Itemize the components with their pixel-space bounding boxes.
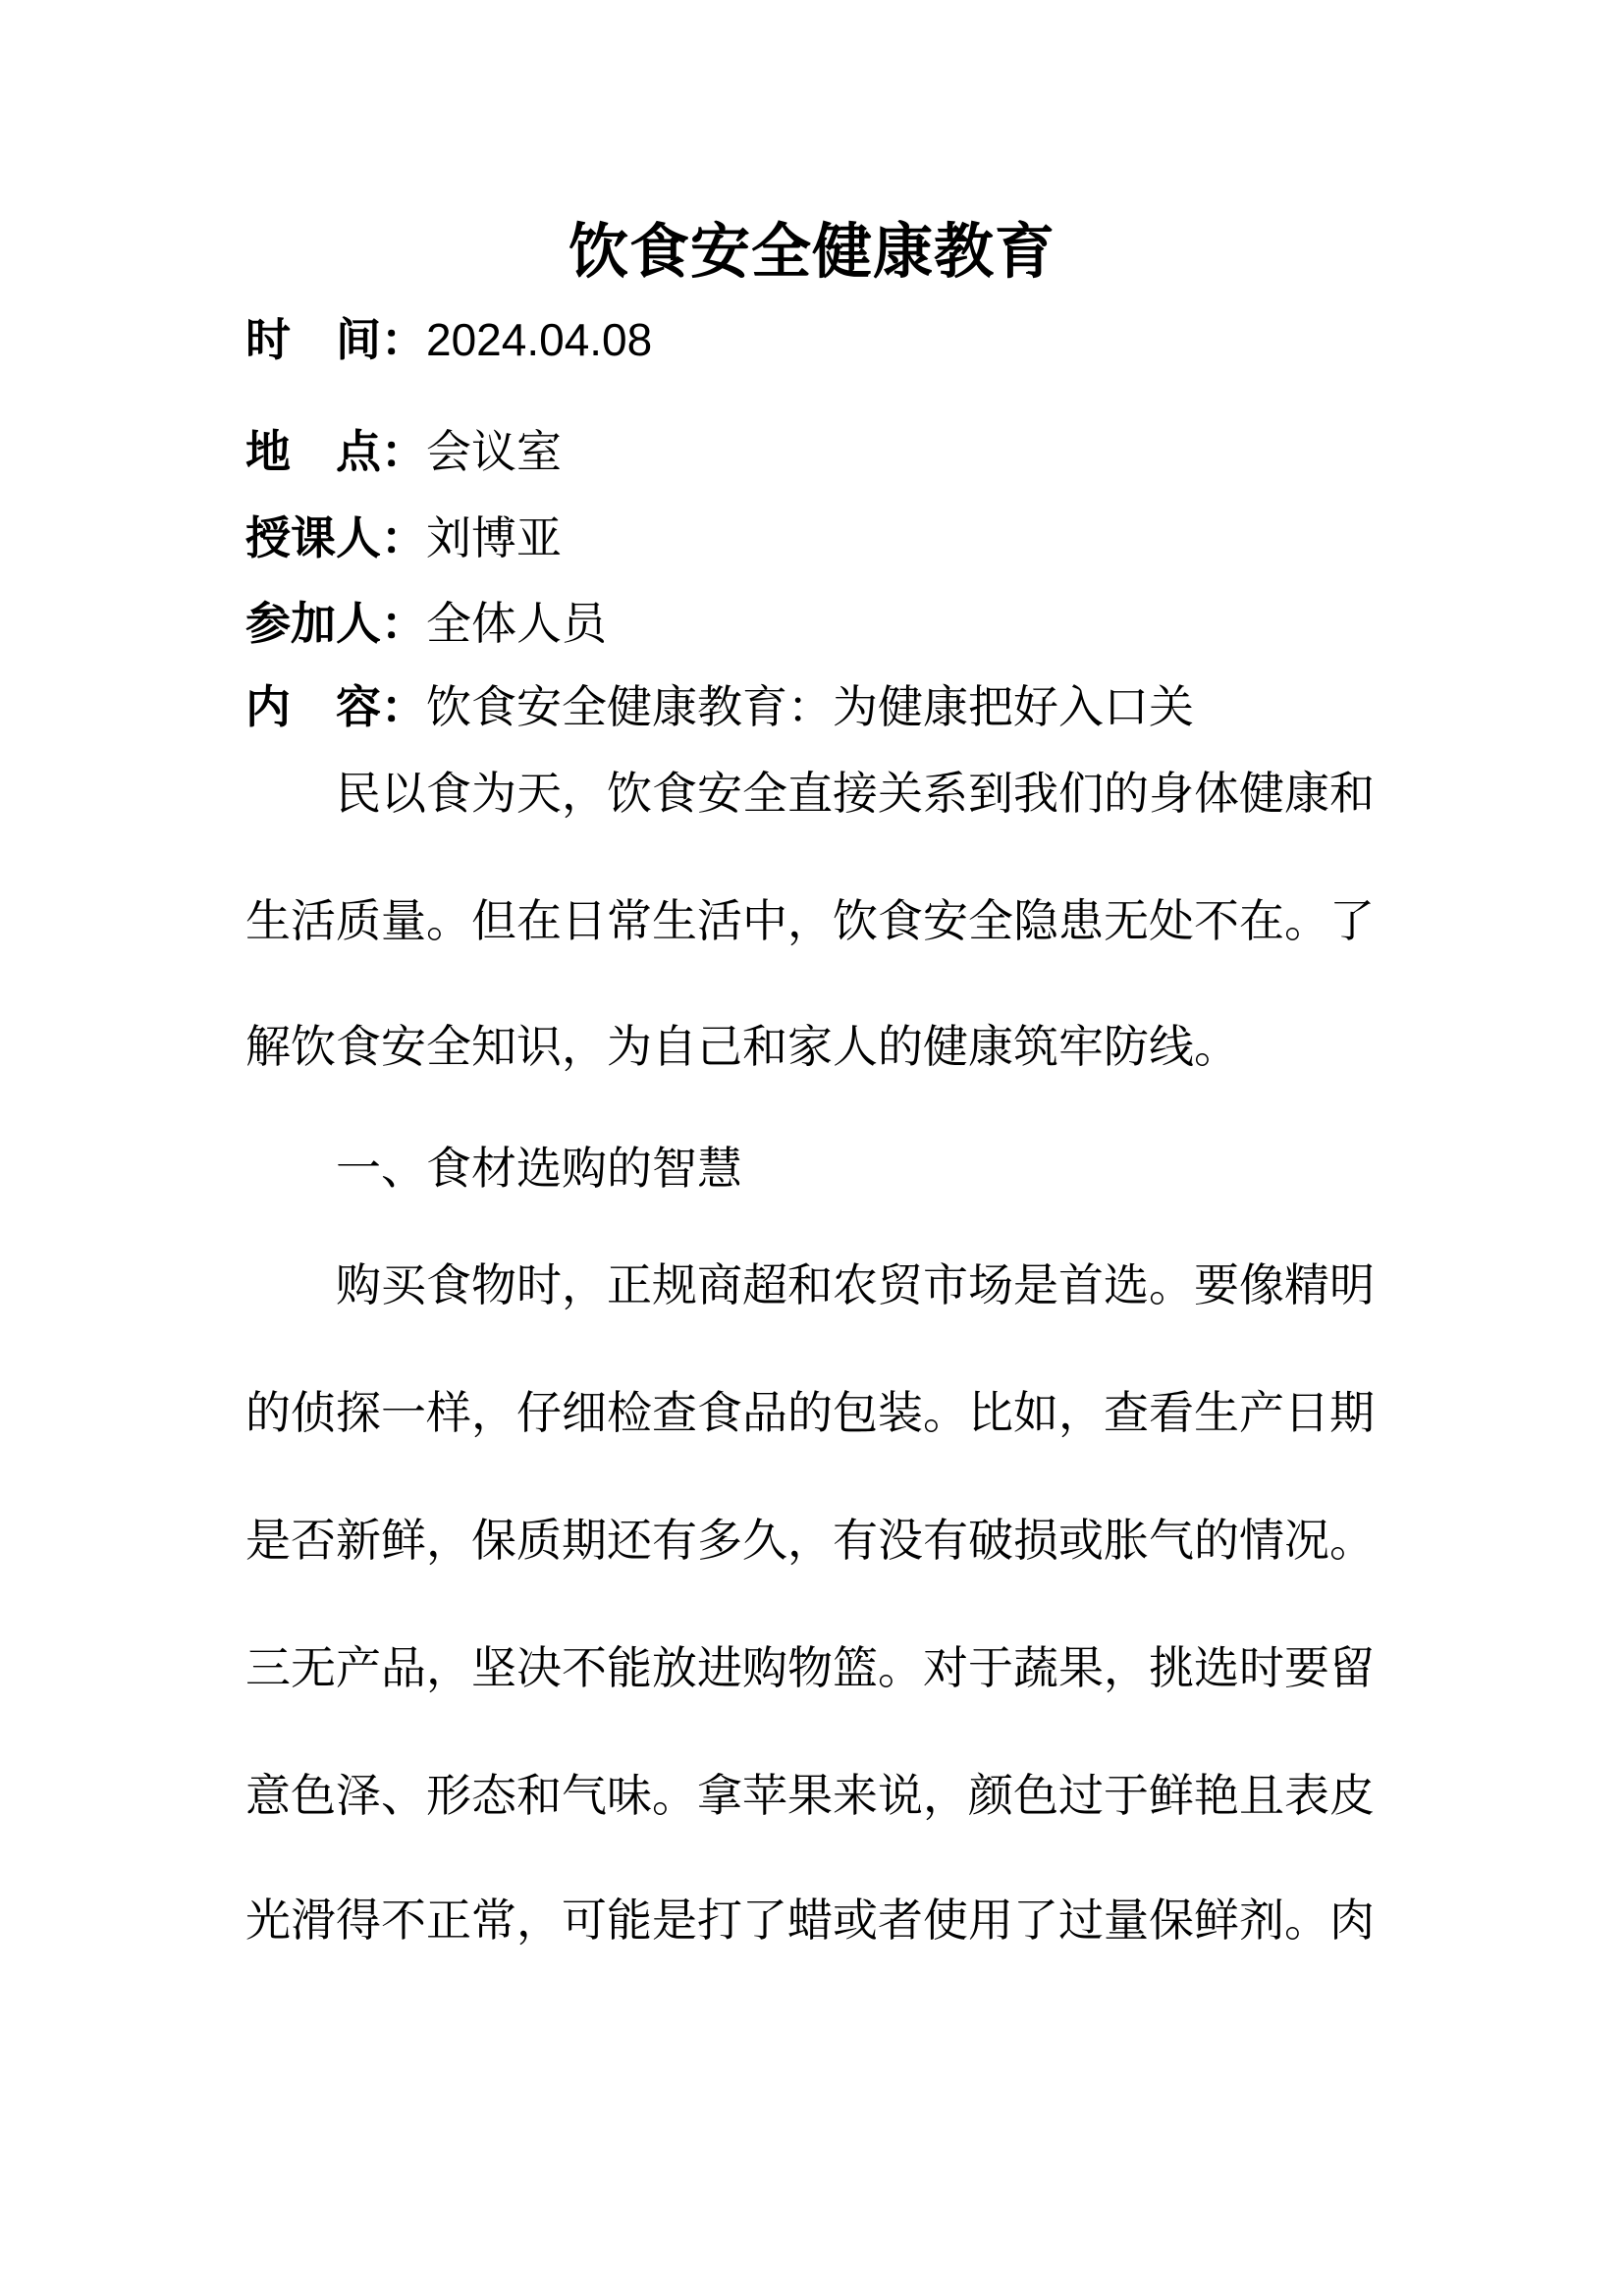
meta-label-participants: 参加人： <box>245 598 426 649</box>
paragraph1-line: 民以食为天，饮食安全直接关系到我们的身体健康和 <box>336 768 1375 819</box>
paragraph2-line: 购买食物时，正规商超和农贸市场是首选。要像精明 <box>336 1259 1375 1310</box>
paragraph2-line: 光滑得不正常，可能是打了蜡或者使用了过量保鲜剂。肉 <box>245 1895 1375 1946</box>
paragraph1-line: 生活质量。但在日常生活中，饮食安全隐患无处不在。了 <box>245 895 1375 946</box>
meta-label-time: 时 间： <box>245 314 426 365</box>
meta-value-lecturer: 刘博亚 <box>426 512 562 563</box>
meta-row-participants <box>245 598 607 649</box>
meta-row-content <box>245 681 1194 732</box>
paragraph2-line: 意色泽、形态和气味。拿苹果来说，颜色过于鲜艳且表皮 <box>245 1770 1375 1821</box>
meta-value-place: 会议室 <box>426 426 562 477</box>
meta-row-place <box>245 426 562 477</box>
meta-row-lecturer <box>245 512 562 563</box>
paragraph1-line: 解饮食安全知识，为自己和家人的健康筑牢防线。 <box>245 1021 1239 1072</box>
meta-value-time: 2024.04.08 <box>426 314 653 365</box>
meta-value-content: 饮食安全健康教育：为健康把好入口关 <box>426 681 1194 732</box>
paragraph2-line: 三无产品，坚决不能放进购物篮。对于蔬果，挑选时要留 <box>245 1642 1375 1693</box>
paragraph2-line: 的侦探一样，仔细检查食品的包装。比如，查看生产日期 <box>245 1387 1375 1438</box>
section-heading: 一、食材选购的智慧 <box>336 1143 742 1194</box>
paragraph2-line: 是否新鲜，保质期还有多久，有没有破损或胀气的情况。 <box>245 1515 1375 1566</box>
meta-label-lecturer: 授课人： <box>245 512 426 563</box>
meta-value-participants: 全体人员 <box>426 598 607 649</box>
meta-label-place: 地 点： <box>245 426 426 477</box>
meta-row-time <box>245 314 653 365</box>
document-title: 饮食安全健康教育 <box>568 218 1056 285</box>
meta-label-content: 内 容： <box>245 681 426 732</box>
